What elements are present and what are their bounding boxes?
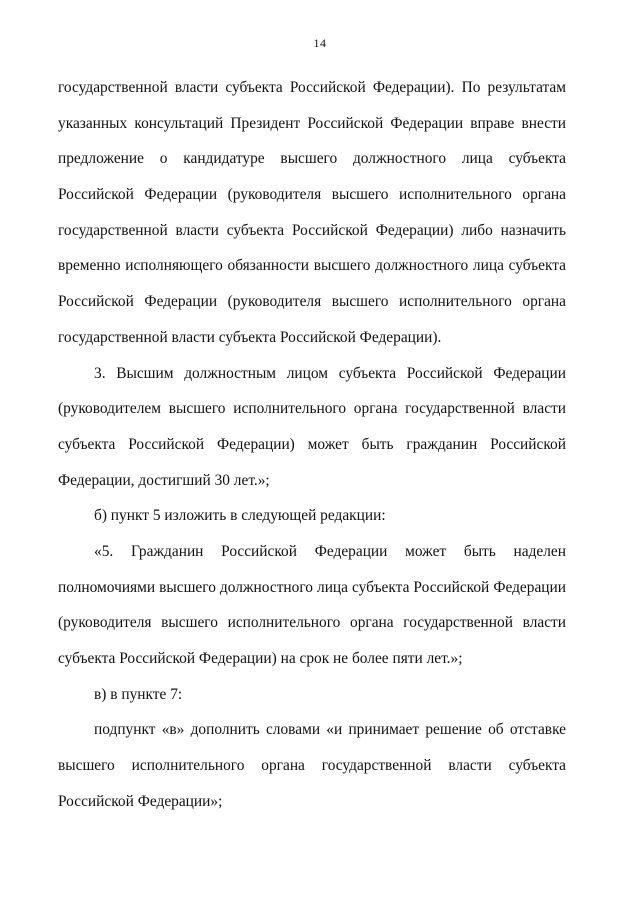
- text-line: Российской Федерации»;: [58, 792, 223, 810]
- text-line: государственной власти субъекта Российской Федерации) либо назначить: [58, 221, 566, 239]
- text-line: Федерации, достигший 30 лет.»;: [58, 471, 270, 489]
- text-line: временно исполняющего обязанности высшего должностного лица субъекта: [58, 257, 566, 275]
- text-line: субъекта Российской Федерации) на срок не более пяти лет.»;: [58, 650, 463, 667]
- text-line: государственной власти субъекта Российской Федерации). По результатам: [58, 79, 566, 96]
- text-line: б) пункт 5 изложить в следующей редакции:: [94, 507, 386, 525]
- text-line: предложение о кандидатуре высшего должностного лица субъекта: [58, 150, 566, 168]
- text-line: субъекта Российской Федерации) может быть гражданин Российской: [58, 435, 566, 453]
- text-line: в) в пункте 7:: [94, 685, 183, 703]
- page-number: 14: [313, 36, 327, 50]
- text-line: (руководителя высшего исполнительного органа государственной власти: [58, 614, 566, 632]
- text-line: Российской Федерации (руководителя высшего исполнительного органа: [58, 186, 566, 204]
- text-line: 3. Высшим должностным лицом субъекта Российской Федерации: [94, 364, 566, 382]
- text-line: подпункт «в» дополнить словами «и принимает решение об отставке: [94, 721, 566, 739]
- text-line: (руководителем высшего исполнительного органа государственной власти: [58, 400, 566, 418]
- text-line: «5. Гражданин Российской Федерации может быть наделен: [94, 542, 566, 560]
- text-line: государственной власти субъекта Российской Федерации).: [58, 328, 442, 346]
- document-body: [58, 75, 566, 824]
- text-line: Российской Федерации (руководителя высшего исполнительного органа: [58, 293, 566, 311]
- text-line: полномочиями высшего должностного лица субъекта Российской Федерации: [58, 578, 566, 596]
- text-line: высшего исполнительного органа государственной власти субъекта: [58, 757, 566, 775]
- text-line: указанных консультаций Президент Российской Федерации вправе внести: [58, 114, 566, 132]
